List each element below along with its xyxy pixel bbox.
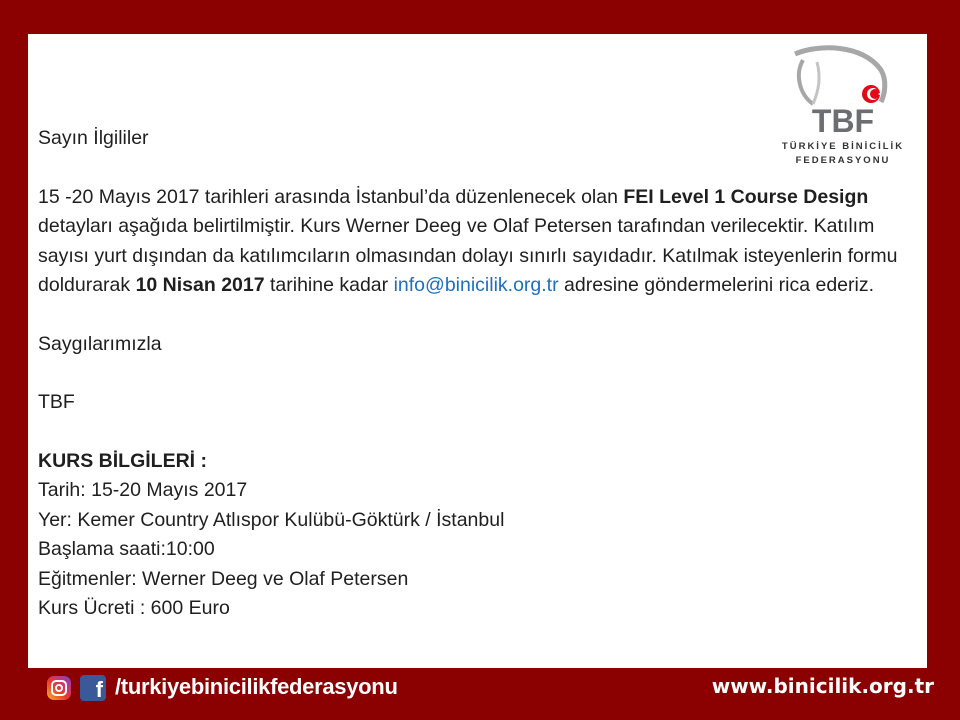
logo-initials: TBF bbox=[811, 103, 875, 139]
website-link[interactable]: www.binicilik.org.tr bbox=[711, 674, 934, 698]
course-detail-start-time: Başlama saati:10:00 bbox=[38, 538, 215, 560]
main-paragraph bbox=[38, 183, 918, 301]
signature: TBF bbox=[38, 391, 75, 413]
greeting: Sayın İlgililer bbox=[38, 127, 149, 149]
letter-panel bbox=[28, 34, 927, 668]
course-name: FEI Level 1 Course Design bbox=[623, 185, 869, 208]
course-info-title: KURS BİLGİLERİ : bbox=[38, 449, 207, 472]
course-detail-instructors: Eğitmenler: Werner Deeg ve Olaf Petersen bbox=[38, 567, 409, 590]
closing: Saygılarımızla bbox=[38, 332, 162, 355]
facebook-icon[interactable]: f bbox=[80, 675, 106, 701]
deadline-date: 10 Nisan 2017 bbox=[135, 274, 265, 296]
paragraph-text-1: 15 -20 Mayıs 2017 tarihleri arasında İstanbul’da düzenlenecek olan bbox=[38, 185, 624, 208]
paragraph-text-4: adresine göndermelerini rica ederiz. bbox=[558, 274, 875, 296]
course-detail-date: Tarih: 15-20 Mayıs 2017 bbox=[38, 479, 248, 501]
logo-federation-subtitle: FEDERASYONU bbox=[795, 155, 891, 166]
social-handle-link[interactable]: /turkiyebinicilikfederasyonu bbox=[115, 674, 398, 699]
paragraph-text-2: detayları aşağıda belirtilmiştir. Kurs Werner Deeg ve Olaf Petersen tarafından verilecektir. Katılım sayısı yurt dışından da katılımcıların olmasından dolayı sınırlı sayıdadır. Katılmak isteyenlerin formu doldurarak bbox=[38, 215, 898, 296]
course-detail-fee: Kurs Ücreti : 600 Euro bbox=[38, 597, 230, 619]
instagram-icon[interactable] bbox=[47, 676, 71, 700]
course-detail-location: Yer: Kemer Country Atlıspor Kulübü-Göktürk / İstanbul bbox=[38, 508, 505, 531]
letter-body bbox=[38, 124, 918, 624]
paragraph-text-3: tarihine kadar bbox=[264, 274, 394, 296]
email-link[interactable]: info@binicilik.org.tr bbox=[393, 274, 559, 296]
logo-federation-name: TÜRKİYE BİNİCİLİK bbox=[781, 141, 905, 152]
